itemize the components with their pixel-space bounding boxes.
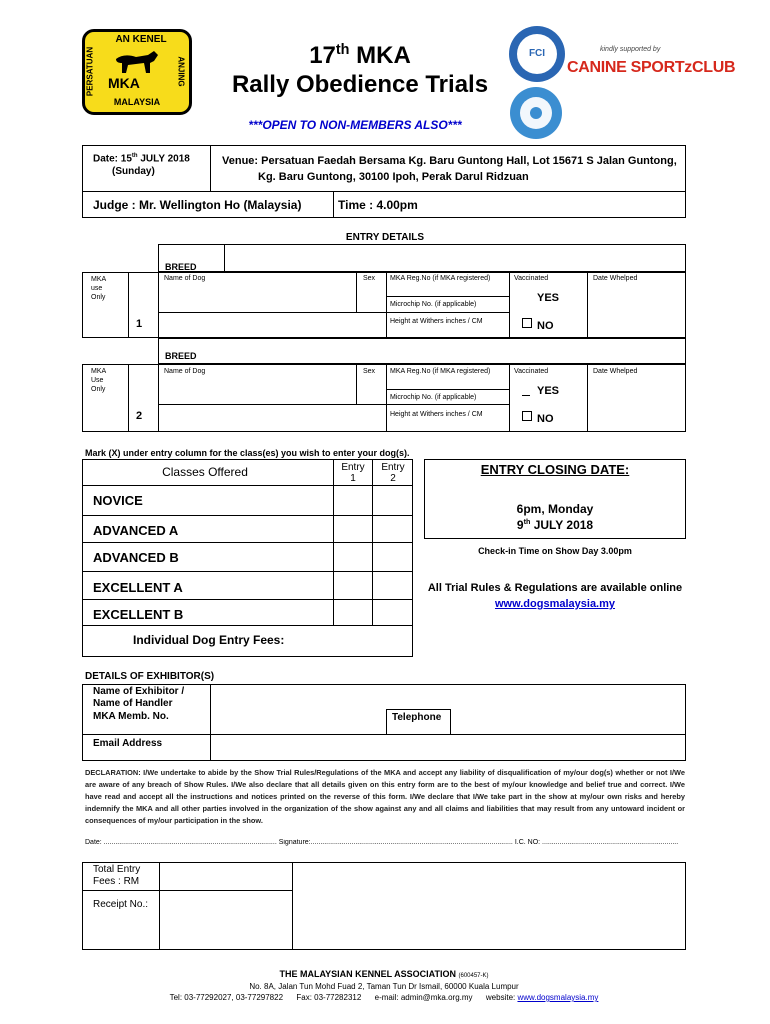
dog2-number: 2 [136, 410, 143, 422]
dog2-breed-label: BREED [165, 351, 197, 361]
checkin-time: Check-in Time on Show Day 3.00pm [478, 546, 632, 556]
logo-top-text: AN KENEL [115, 34, 167, 45]
exhibitor-name-label: Name of Exhibitor / Name of Handler [93, 686, 185, 709]
dog1-sex-label: Sex [363, 275, 376, 282]
footer-address: No. 8A, Jalan Tun Mohd Fuad 2, Taman Tun Dr Ismail, 60000 Kuala Lumpur [249, 982, 519, 991]
footer-website-link[interactable]: www.dogsmalaysia.my [517, 993, 599, 1002]
rules-notice: All Trial Rules & Regulations are available online [427, 582, 683, 594]
class-novice: NOVICE [93, 493, 143, 508]
fci-label: FCI [528, 48, 546, 59]
classes-offered-header: Classes Offered [162, 465, 248, 479]
dog1-breed-row [158, 244, 686, 272]
dog2-yes-checkbox[interactable] [522, 387, 530, 396]
title-number: 17 [309, 42, 336, 69]
class-advanced-b: ADVANCED B [93, 550, 179, 565]
dog1-yes: YES [537, 292, 560, 304]
mka-logo [82, 29, 194, 117]
dog1-no-checkbox[interactable] [522, 318, 532, 328]
mka-memb-label: MKA Memb. No. [93, 711, 169, 722]
sponsor-note: kindly supported by [600, 46, 661, 53]
footer-org: THE MALAYSIAN KENNEL ASSOCIATION (600457-K) [279, 969, 489, 979]
dog2-vacc-label: Vaccinated [514, 368, 549, 375]
dog1-reg-label: MKA Reg.No (if MKA registered) [390, 275, 491, 282]
dog1-name-label: Name of Dog [164, 275, 206, 282]
page-title [200, 36, 520, 100]
closing-title: ENTRY CLOSING DATE: [480, 462, 630, 477]
class-advanced-a: ADVANCED A [93, 523, 179, 538]
dog1-whelp-label: Date Whelped [593, 275, 638, 282]
event-date: Date: 15th JULY 2018 [93, 153, 190, 165]
title-org: MKA [356, 42, 411, 69]
dog2-yes: YES [537, 385, 560, 397]
signature-line: Date: ......................................................................................... Signature:........................................................................................................ I.C. NO: ...................................................................... [85, 839, 679, 846]
entry1-header: Entry 1 [341, 462, 365, 484]
total-fees-label: Total Entry Fees : RM [93, 864, 141, 887]
venue-line2: Kg. Baru Guntong, 30100 Ipoh, Perak Darul Ridzuan [258, 171, 529, 183]
dog1-mka-use: MKA use Only [91, 276, 107, 301]
dog1-number: 1 [136, 318, 143, 330]
dog-silhouette-icon [114, 49, 160, 75]
time-text: Time : 4.00pm [338, 198, 418, 212]
closing-time: 6pm, Monday [516, 502, 594, 516]
class-excellent-b: EXCELLENT B [93, 607, 184, 622]
classes-instruction: Mark (X) under entry column for the class(es) you wish to enter your dog(s). [85, 448, 410, 458]
sponsor-name: CANINE SPORTzCLUB [567, 59, 736, 76]
dog2-no-checkbox[interactable] [522, 411, 532, 421]
entry-details-title: ENTRY DETAILS [345, 232, 425, 243]
open-notice: ***OPEN TO NON-MEMBERS ALSO*** [248, 118, 462, 132]
rules-website-link[interactable]: www.dogsmalaysia.my [494, 598, 616, 610]
dog1-no: NO [537, 320, 554, 332]
dog1-height-label: Height at Withers inches / CM [390, 318, 483, 325]
title-sup: th [335, 42, 350, 58]
venue-line1: Venue: Persatuan Faedah Bersama Kg. Baru Guntong Hall, Lot 15671 S Jalan Guntong, [222, 155, 677, 167]
dog1-micro-label: Microchip No. (if applicable) [390, 301, 477, 308]
dog2-reg-label: MKA Reg.No (if MKA registered) [390, 368, 491, 375]
closing-date: 9th JULY 2018 [516, 517, 594, 532]
receipt-label: Receipt No.: [93, 899, 149, 910]
footer-contact: Tel: 03-77292027, 03-77297822 Fax: 03-77282312 e-mail: admin@mka.org.my website: www.dogsmalaysia.my [169, 993, 599, 1002]
logo-left-text: PERSATUAN [85, 46, 95, 97]
fees-table [82, 862, 686, 950]
title-line2: Rally Obedience Trials [231, 71, 489, 98]
dog2-micro-label: Microchip No. (if applicable) [390, 394, 477, 401]
dog2-breed-row [158, 338, 686, 364]
telephone-label: Telephone [392, 712, 442, 723]
entry2-header: Entry 2 [381, 462, 405, 484]
dog2-no: NO [537, 413, 554, 425]
dog1-vacc-label: Vaccinated [514, 275, 549, 282]
judge-text: Judge : Mr. Wellington Ho (Malaysia) [93, 198, 302, 212]
dog2-sex-label: Sex [363, 368, 376, 375]
dog2-whelp-label: Date Whelped [593, 368, 638, 375]
email-label: Email Address [93, 738, 163, 749]
dog1-breed-label: BREED [165, 262, 197, 272]
dog2-mka-use: MKA Use Only [91, 368, 107, 393]
exhibitor-title: DETAILS OF EXHIBITOR(S) [85, 671, 215, 682]
fci-emblem [510, 87, 562, 139]
logo-right-text: ANJING [176, 56, 186, 87]
fci-logo [509, 26, 565, 82]
logo-center-text: MKA [108, 75, 140, 91]
dog2-name-label: Name of Dog [164, 368, 206, 375]
dog2-height-label: Height at Withers inches / CM [390, 411, 483, 418]
declaration-text: DECLARATION: I/We undertake to abide by the Show Trial Rules/Regulations of the MKA and accept any liability of disqualification of my/our dog(s) whether or not I/We are aware of any breach of Show Rules. I/We also declare that all details given on this entry form are to the best of my/our knowledge and belief true and correct. I/We have read and accept all the instructions and notices printed on the reverse of this form. I/We declare that I/We take part in the show at my/our own risks and hereby indemnify the MKA and all other parties involved in the organization of the show against any and all claims and liabilities that may result from any untoward incident or consequences of my/our participation in the show. [85, 768, 685, 825]
class-excellent-a: EXCELLENT A [93, 580, 183, 595]
logo-bottom-text: MALAYSIA [113, 97, 161, 107]
event-day: (Sunday) [112, 166, 155, 177]
entry-fees-label: Individual Dog Entry Fees: [133, 633, 285, 647]
